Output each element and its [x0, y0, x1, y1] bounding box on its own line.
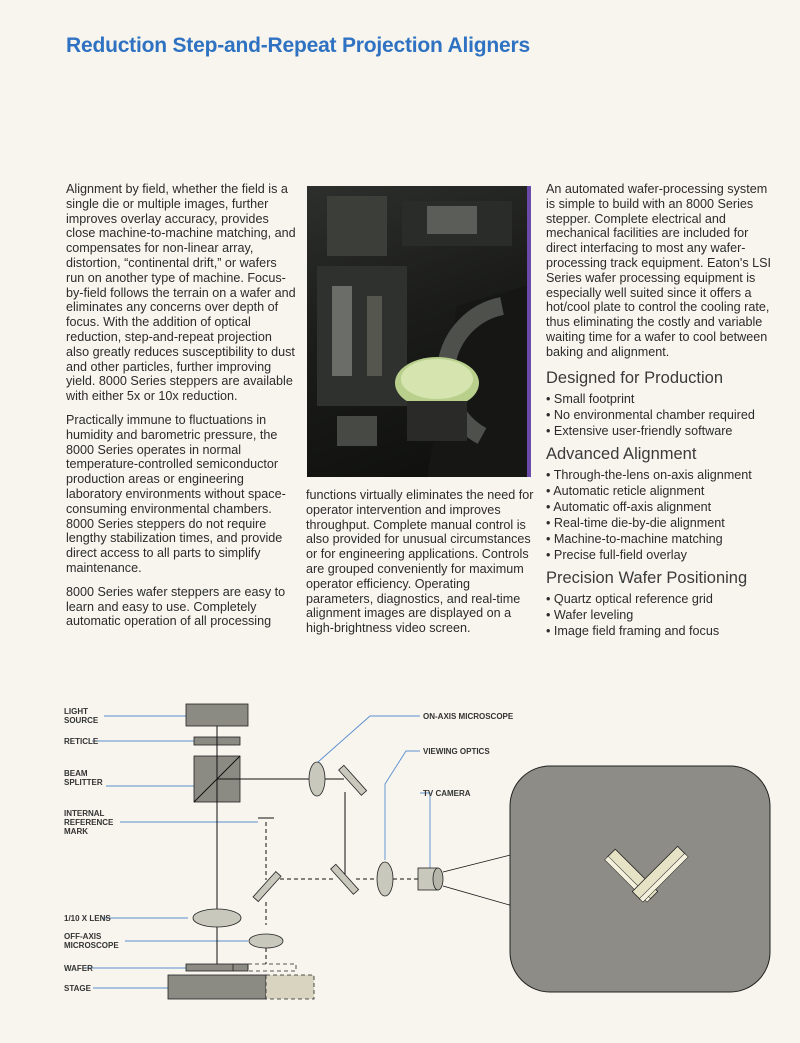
- list-item: • Through-the-lens on-axis alignment: [546, 467, 778, 483]
- label-internal-reference-mark: REFERENCE: [64, 818, 114, 827]
- list-item: • Wafer leveling: [546, 607, 778, 623]
- text-column-3: [546, 182, 778, 643]
- off-axis-mirror: [253, 872, 281, 902]
- label-light-source: SOURCE: [64, 716, 99, 725]
- feature-list: [546, 391, 778, 439]
- label-beam-splitter: BEAM: [64, 769, 88, 778]
- label-tv-camera: TV CAMERA: [423, 789, 471, 798]
- label-off-axis-microscope: MICROSCOPE: [64, 941, 119, 950]
- feature-list: [546, 591, 778, 639]
- feature-list: [546, 467, 778, 563]
- paragraph: Practically immune to fluctuations in humidity and barometric pressure, the 8000 Series operates in normal temperature-controlled semiconductor production areas or engineering laboratory environments without space-consuming environmental chambers. 8000 Series steppers do not require lengthy stabilization times, and provide direct access to all parts to simplify maintenance.: [66, 412, 286, 575]
- label-wafer: WAFER: [64, 964, 93, 973]
- list-item: • Extensive user-friendly software: [546, 423, 778, 439]
- photo-edge-accent: [527, 186, 531, 477]
- list-item: • Real-time die-by-die alignment: [546, 515, 778, 531]
- list-item: • Automatic off-axis alignment: [546, 499, 778, 515]
- viewing-optics-lens: [377, 862, 393, 896]
- section-heading: Precision Wafer Positioning: [546, 568, 748, 587]
- on-axis-mirror: [339, 765, 367, 795]
- label-light-source: LIGHT: [64, 707, 88, 716]
- stage-block: [168, 975, 266, 999]
- list-item: • Image field framing and focus: [546, 623, 778, 639]
- label-lens: 1/10 X LENS: [64, 914, 111, 923]
- optical-system-diagram: [0, 680, 800, 1043]
- label-on-axis-microscope: ON-AXIS MICROSCOPE: [423, 712, 514, 721]
- reduction-lens: [193, 909, 241, 927]
- list-item: • Small footprint: [546, 391, 778, 407]
- label-reticle: RETICLE: [64, 737, 99, 746]
- on-axis-lens: [309, 762, 325, 796]
- label-beam-splitter: SPLITTER: [64, 778, 103, 787]
- wafer-block: [186, 964, 248, 971]
- list-item: • No environmental chamber required: [546, 407, 778, 423]
- stepper-photo-art: [307, 186, 527, 477]
- paragraph: functions virtually eliminates the need for operator intervention and improves throughput. Complete manual control is also provided for unusual circumstances or for engineering applications. Controls are grouped conveniently for maximum operator efficiency. Operating parameters, diagnostics, and real-time alignment images are displayed on a high-brightness video screen.: [306, 488, 534, 636]
- stage-travel: [266, 975, 314, 999]
- page-title: Reduction Step-and-Repeat Projection Aligners: [66, 34, 530, 57]
- label-stage: STAGE: [64, 984, 91, 993]
- list-item: • Quartz optical reference grid: [546, 591, 778, 607]
- label-internal-reference-mark: INTERNAL: [64, 809, 105, 818]
- section-heading: Advanced Alignment: [546, 444, 697, 463]
- tv-camera-lens: [433, 868, 443, 890]
- list-item: • Automatic reticle alignment: [546, 483, 778, 499]
- label-viewing-optics: VIEWING OPTICS: [423, 747, 490, 756]
- stepper-photo: [307, 186, 527, 477]
- label-off-axis-microscope: OFF-AXIS: [64, 932, 102, 941]
- list-item: • Precise full-field overlay: [546, 547, 778, 563]
- label-internal-reference-mark: MARK: [64, 827, 88, 836]
- paragraph: An automated wafer-processing system is simple to build with an 8000 Series stepper. Complete electrical and mechanical facilities are included for direct interfacing to most any wafer-processing track equipment. Eaton's LSI Series wafer processing equipment is especially well suited since it offers a hot/cool plate to control the cooling rate, thus eliminating the costly and variable waiting time for a wafer to cool between baking and alignment.: [546, 182, 772, 359]
- text-column-1: [66, 182, 298, 638]
- text-column-2: [306, 488, 534, 645]
- off-axis-lens: [249, 934, 283, 948]
- light-source-block: [186, 704, 248, 726]
- section-heading: Designed for Production: [546, 368, 724, 387]
- paragraph: Alignment by field, whether the field is a single die or multiple images, further improves overlay accuracy, provides close machine-to-machine matching, and compensates for non-linear array, distortion, “continental drift,” or wafers run on another type of machine. Focus-by-field follows the terrain on a wafer and eliminates any concerns over depth of focus. With the addition of optical reduction, step-and-repeat projection also greatly reduces susceptibility to dust and other particles, further improving yield. 8000 Series steppers are available with either 5x or 10x reduction.: [66, 182, 296, 404]
- paragraph: 8000 Series wafer steppers are easy to learn and easy to use. Completely automatic operation of all processing: [66, 584, 286, 629]
- list-item: • Machine-to-machine matching: [546, 531, 778, 547]
